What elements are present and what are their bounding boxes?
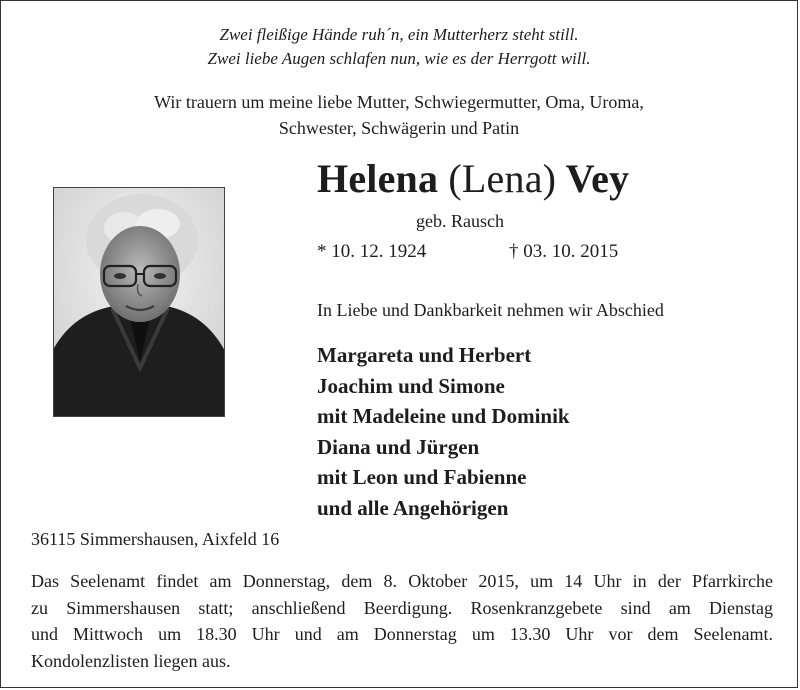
poem [1, 23, 797, 71]
last-name: Vey [565, 156, 630, 201]
intro-line-2: Schwester, Schwägerin und Patin [278, 118, 520, 138]
funeral-notice [31, 568, 773, 674]
notice-line: zu Simmershausen statt; anschließend Beerdigung. Rosenkranzgebete sind am Dienstag [31, 597, 773, 618]
maiden-name: geb. Rausch [416, 211, 504, 231]
intro-line-1: Wir trauern um meine liebe Mutter, Schwiegermutter, Oma, Uroma, [154, 92, 644, 112]
family-line: Joachim und Simone [317, 373, 505, 398]
poem-line-1: Zwei fleißige Hände ruh´n, ein Mutterherz steht still. [219, 25, 579, 44]
notice-line: und Mittwoch um 18.30 Uhr und am Donnerstag um 13.30 Uhr vor dem Seelenamt. [31, 624, 773, 644]
farewell-text: In Liebe und Dankbarkeit nehmen wir Abschied [317, 300, 664, 320]
nickname: (Lena) [448, 156, 557, 201]
deceased-name [317, 155, 629, 203]
family-list [317, 340, 570, 523]
family-line: Diana und Jürgen [317, 434, 480, 459]
death-date: † 03. 10. 2015 [509, 241, 619, 262]
notice-line: Kondolenzlisten liegen aus. [31, 650, 231, 671]
portrait-photo [53, 187, 225, 417]
poem-line-2: Zwei liebe Augen schlafen nun, wie es der Herrgott will. [207, 49, 591, 68]
family-line: mit Leon und Fabienne [317, 465, 527, 489]
birth-date: * 10. 12. 1924 [317, 241, 427, 262]
family-line: und alle Angehörigen [317, 495, 509, 520]
first-name: Helena [317, 156, 439, 201]
notice-line: Das Seelenamt findet am Donnerstag, dem 8. Oktober 2015, um 14 Uhr in der Pfarrkirche [31, 571, 773, 591]
intro-text [1, 89, 797, 141]
family-line: mit Madeleine und Dominik [317, 404, 570, 428]
family-line: Margareta und Herbert [317, 343, 532, 367]
portrait-image [54, 188, 225, 417]
address: 36115 Simmershausen, Aixfeld 16 [31, 529, 280, 549]
